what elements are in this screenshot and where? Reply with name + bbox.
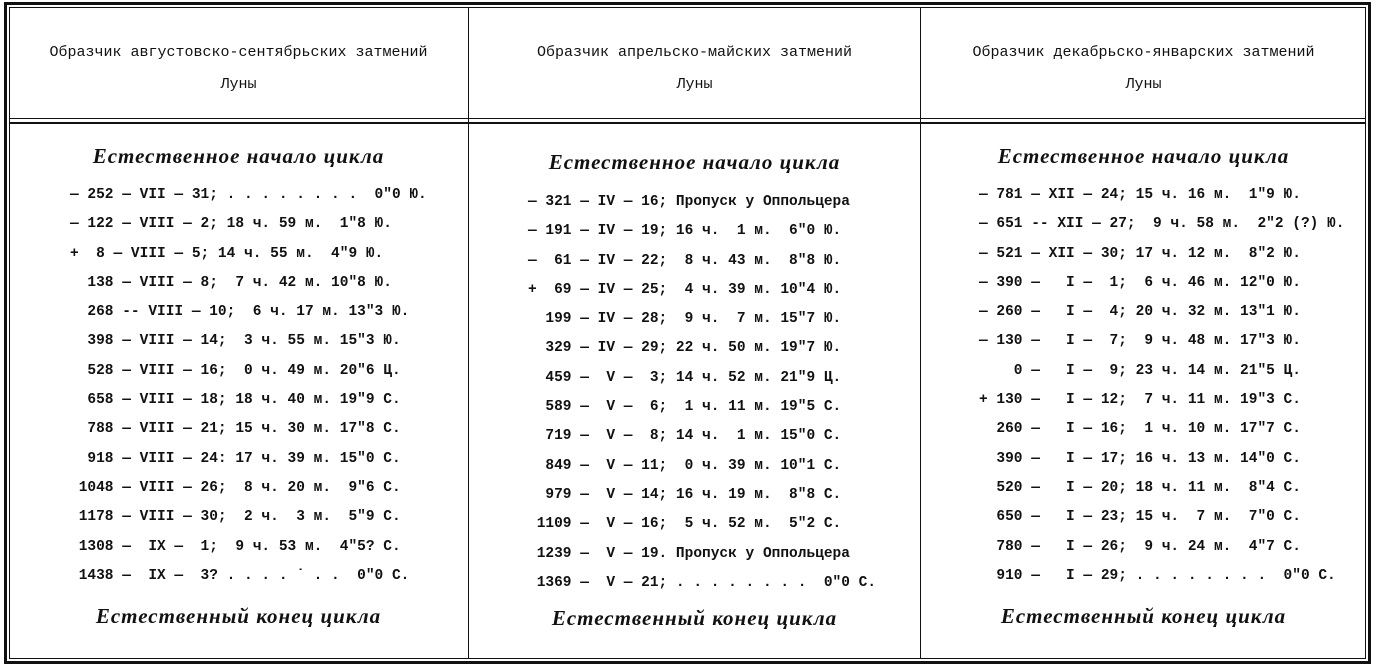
- cycle-end-label: Естественный конец цикла: [95, 604, 382, 628]
- list-item: + 8 — VIII — 5; 14 ч. 55 м. 4″9 Ю.: [70, 245, 384, 262]
- list-item: 268 -- VIII — 10; 6 ч. 17 м. 13″3 Ю.: [70, 304, 410, 321]
- list-item: — 321 — IV — 16; Пропуск у Оппольцера: [528, 194, 850, 210]
- list-item: — 191 — IV — 19; 16 ч. 1 м. 6″0 Ю.: [528, 223, 842, 240]
- list-item: 138 — VIII — 8; 7 ч. 42 м. 10″8 Ю.: [70, 274, 392, 291]
- list-item: 1308 — IX — 1; 9 ч. 53 м. 4″5? С.: [70, 538, 401, 555]
- list-item: 849 — V — 11; 0 ч. 39 м. 10″1 С.: [528, 457, 842, 474]
- list-item: 650 — I — 23; 15 ч. 7 м. 7″0 С.: [979, 509, 1301, 526]
- list-item: 1438 — IX — 3? . . . . ˙ . . 0″0 С.: [70, 567, 410, 584]
- cycle-start-label: Естественное начало цикла: [548, 150, 841, 174]
- column-header: [469, 37, 920, 101]
- cycle-start-label: Естественное начало цикла: [997, 144, 1290, 168]
- eclipse-list: [979, 181, 1366, 591]
- list-item: 780 — I — 26; 9 ч. 24 м. 4″7 С.: [979, 538, 1301, 555]
- list-item: 1239 — V — 19. Пропуск у Оппольцера: [528, 545, 850, 562]
- list-item: — 260 — I — 4; 20 ч. 32 м. 13″1 Ю.: [979, 304, 1301, 321]
- list-item: — 252 — VII — 31; . . . . . . . . 0″0 Ю.: [70, 187, 427, 203]
- list-item: 199 — IV — 28; 9 ч. 7 м. 15″7 Ю.: [528, 311, 842, 328]
- list-item: + 130 — I — 12; 7 ч. 11 м. 19″3 С.: [979, 392, 1301, 409]
- list-item: 589 — V — 6; 1 ч. 11 м. 19″5 С.: [528, 399, 842, 416]
- list-item: 329 — IV — 29; 22 ч. 50 м. 19″7 Ю.: [528, 340, 842, 357]
- header-subtitle: Луны: [676, 76, 713, 93]
- list-item: 918 — VIII — 24: 17 ч. 39 м. 15″0 С.: [70, 450, 401, 467]
- cycle-end-label: Естественный конец цикла: [1000, 604, 1287, 628]
- list-item: 910 — I — 29; . . . . . . . . 0″0 С.: [979, 567, 1336, 584]
- list-item: 390 — I — 17; 16 ч. 13 м. 14″0 С.: [979, 450, 1301, 467]
- list-item: 260 — I — 16; 1 ч. 10 м. 17″7 С.: [979, 421, 1301, 438]
- list-item: — 521 — XII — 30; 17 ч. 12 м. 8″2 Ю.: [979, 245, 1301, 262]
- header-title: Образчик декабрьско-январских затмений: [972, 44, 1315, 61]
- list-item: — 122 — VIII — 2; 18 ч. 59 м. 1″8 Ю.: [70, 216, 392, 233]
- column-dec-jan: [921, 7, 1366, 659]
- header-title: Образчик августовско-сентябрьских затмений: [49, 44, 428, 61]
- list-item: 1369 — V — 21; . . . . . . . . 0″0 С.: [528, 574, 877, 591]
- list-item: 1048 — VIII — 26; 8 ч. 20 м. 9″6 С.: [70, 479, 401, 496]
- list-item: 719 — V — 8; 14 ч. 1 м. 15″0 С.: [528, 428, 842, 445]
- list-item: — 651 -- XII — 27; 9 ч. 58 м. 2″2 (?) Ю.: [979, 216, 1345, 233]
- cycle-end-label: Естественный конец цикла: [551, 606, 838, 630]
- list-item: — 130 — I — 7; 9 ч. 48 м. 17″3 Ю.: [979, 333, 1301, 350]
- list-item: 788 — VIII — 21; 15 ч. 30 м. 17″8 С.: [70, 421, 401, 438]
- column-header: [921, 37, 1366, 101]
- list-item: 1109 — V — 16; 5 ч. 52 м. 5″2 С.: [528, 516, 842, 533]
- column-aug-sep: [9, 7, 468, 659]
- list-item: — 61 — IV — 22; 8 ч. 43 м. 8″8 Ю.: [528, 252, 842, 269]
- column-header: [9, 37, 468, 101]
- list-item: 979 — V — 14; 16 ч. 19 м. 8″8 С.: [528, 486, 842, 503]
- header-title: Образчик апрельско-майских затмений: [536, 44, 853, 61]
- list-item: 520 — I — 20; 18 ч. 11 м. 8″4 С.: [979, 479, 1301, 496]
- cycle-start-label: Естественное начало цикла: [92, 144, 385, 168]
- list-item: — 781 — XII — 24; 15 ч. 16 м. 1″9 Ю.: [979, 187, 1301, 203]
- eclipse-list: [70, 181, 468, 591]
- eclipse-list: [528, 188, 920, 598]
- column-apr-may: [469, 7, 920, 659]
- header-subtitle: Луны: [1125, 76, 1162, 93]
- list-item: 1178 — VIII — 30; 2 ч. 3 м. 5″9 С.: [70, 509, 401, 526]
- list-item: 0 — I — 9; 23 ч. 14 м. 21″5 Ц.: [979, 362, 1301, 379]
- list-item: 658 — VIII — 18; 18 ч. 40 м. 19″9 С.: [70, 392, 401, 409]
- list-item: 528 — VIII — 16; 0 ч. 49 м. 20″6 Ц.: [70, 362, 401, 379]
- list-item: 398 — VIII — 14; 3 ч. 55 м. 15″3 Ю.: [70, 333, 401, 350]
- header-subtitle: Луны: [220, 76, 257, 93]
- list-item: + 69 — IV — 25; 4 ч. 39 м. 10″4 Ю.: [528, 281, 842, 298]
- list-item: 459 — V — 3; 14 ч. 52 м. 21″9 Ц.: [528, 369, 842, 386]
- list-item: — 390 — I — 1; 6 ч. 46 м. 12″0 Ю.: [979, 274, 1301, 291]
